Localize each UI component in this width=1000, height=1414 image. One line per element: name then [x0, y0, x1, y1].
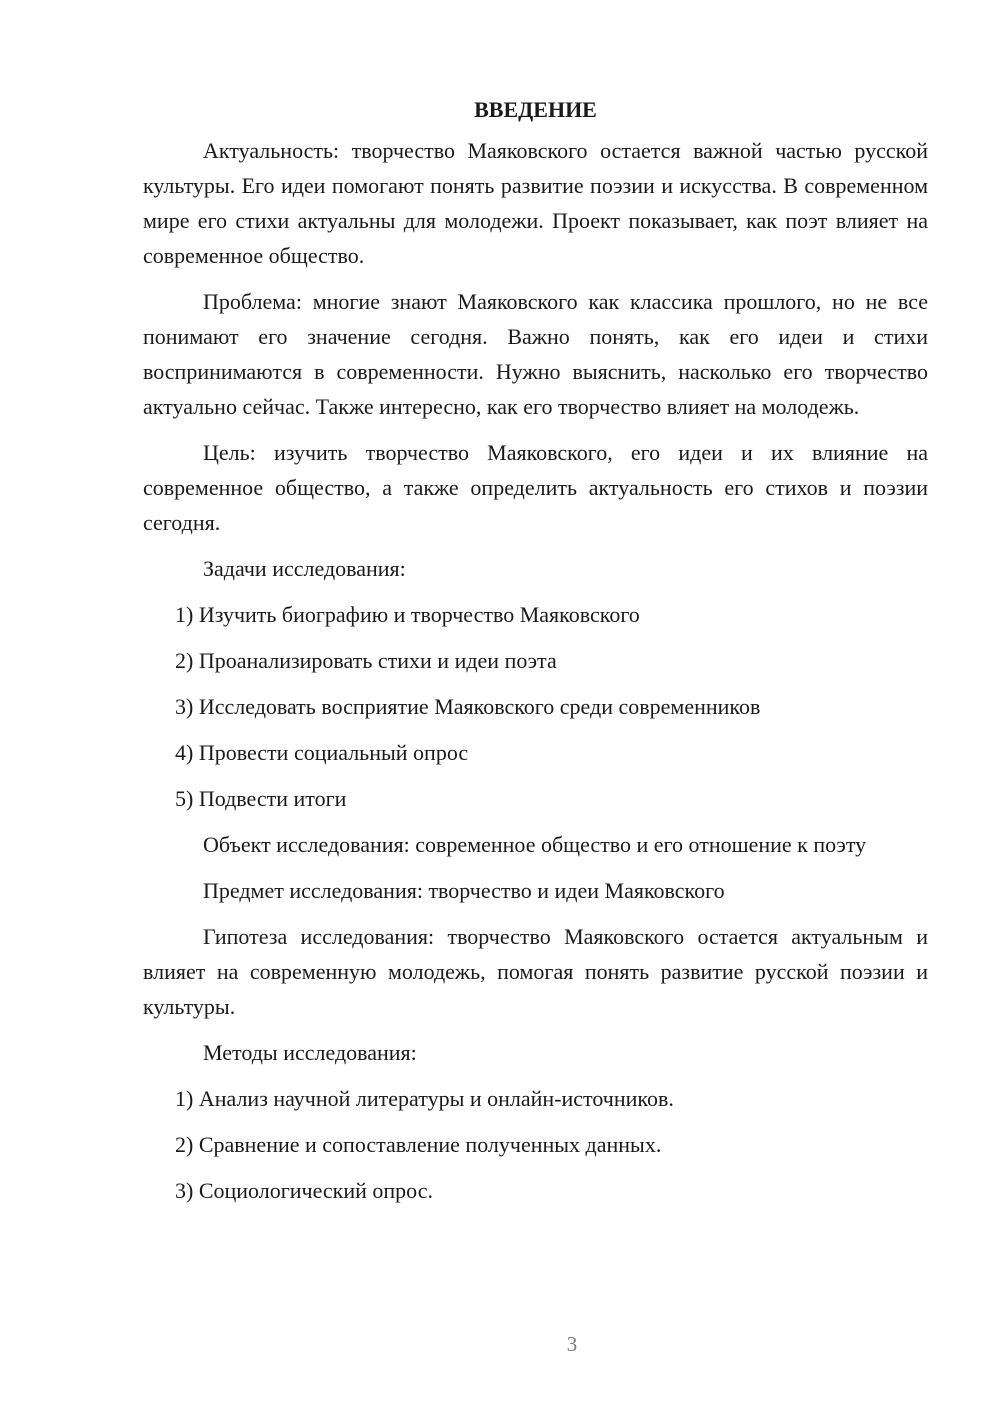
object-paragraph: Объект исследования: современное общество и его отношение к поэту — [203, 832, 867, 857]
problem-paragraph: Проблема: многие знают Маяковского как классика прошлого, но не все понимают его значение сегодня. Важно понять, как его идеи и стихи воспринимаются в современности. Нужно выяснить, насколько его творчество актуально сейчас. Также интересно, как его творчество влияет на молодежь. — [143, 289, 928, 419]
tasks-list — [143, 597, 928, 816]
goal-paragraph: Цель: изучить творчество Маяковского, его идеи и их влияние на современное общество, а также определить актуальность его стихов и поэзии сегодня. — [143, 440, 928, 535]
list-item: 3) Исследовать восприятие Маяковского среди современников — [175, 694, 761, 719]
list-item: 1) Анализ научной литературы и онлайн-источников. — [175, 1086, 674, 1111]
tasks-label: Задачи исследования: — [203, 556, 406, 581]
hypothesis-paragraph: Гипотеза исследования: творчество Маяковского остается актуальным и влияет на современную молодежь, помогая понять развитие русской поэзии и культуры. — [143, 924, 928, 1019]
subject-paragraph: Предмет исследования: творчество и идеи Маяковского — [203, 878, 725, 903]
methods-list — [143, 1081, 928, 1208]
document-page — [143, 92, 928, 1219]
relevance-paragraph: Актуальность: творчество Маяковского остается важной частью русской культуры. Его идеи помогают понять развитие поэзии и искусства. В современном мире его стихи актуальны для молодежи. Проект показывает, как поэт влияет на современное общество. — [143, 138, 928, 268]
list-item: 4) Провести социальный опрос — [175, 740, 469, 765]
list-item: 1) Изучить биографию и творчество Маяковского — [175, 602, 640, 627]
list-item: 5) Подвести итоги — [175, 786, 347, 811]
page-number: 3 — [566, 1332, 578, 1356]
list-item: 2) Сравнение и сопоставление полученных данных. — [175, 1132, 662, 1157]
list-item: 3) Социологический опрос. — [175, 1178, 433, 1203]
methods-label: Методы исследования: — [203, 1040, 417, 1065]
list-item: 2) Проанализировать стихи и идеи поэта — [175, 648, 557, 673]
section-heading: ВВЕДЕНИЕ — [474, 97, 597, 122]
